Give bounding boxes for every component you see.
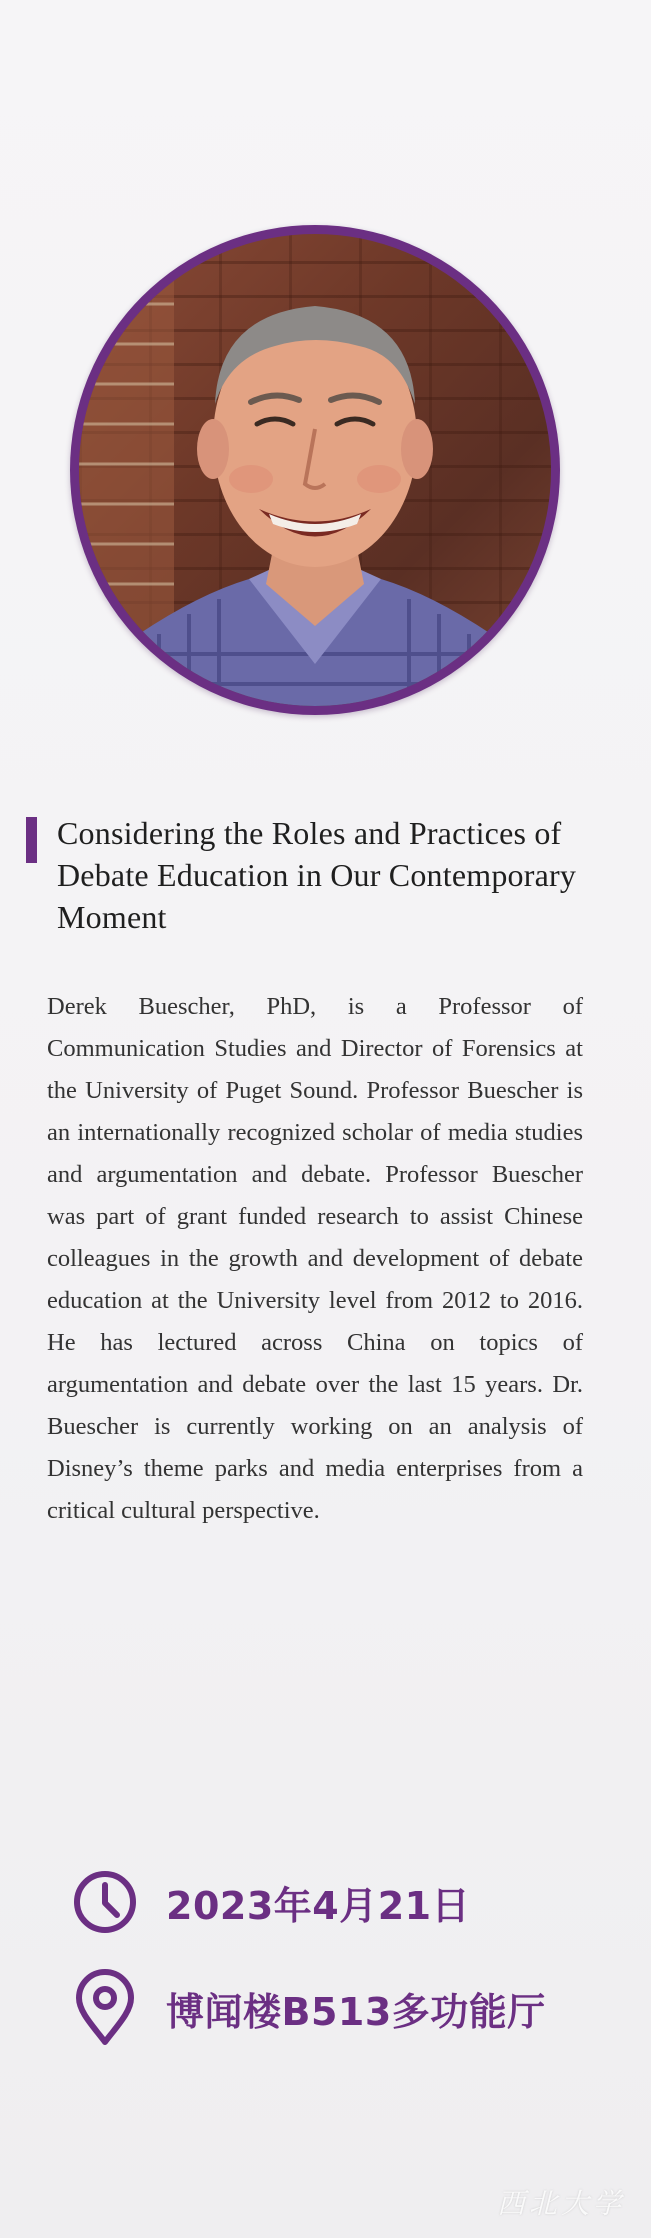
event-venue-row (70, 1968, 546, 2048)
talk-title: Considering the Roles and Practices of Debate Education in Our Contemporary Moment (57, 815, 577, 935)
event-venue: 博闻楼B513多功能厅 (166, 1989, 546, 2034)
speaker-portrait (79, 234, 551, 706)
clock-icon (70, 1862, 140, 1942)
speaker-photo-illustration (79, 234, 551, 706)
speaker-portrait-frame (70, 225, 560, 715)
title-accent-bar (26, 817, 37, 863)
speaker-bio: Derek Buescher, PhD, is a Professor of Communication Studies and Director of Forensics at the University of Puget Sound. Professor Buescher is an internationally recognized scholar of media studies and argumentation and debate. Professor Buescher was part of grant funded research to assist Chinese colleagues in the growth and development of debate education at the University level from 2012 to 2016. He has lectured across China on topics of argumentation and debate over the last 15 years. Dr. Buescher is currently working on an analysis of Disney’s theme parks and media enterprises from a critical cultural perspective. (47, 993, 583, 1524)
event-date: 2023年4月21日 (166, 1883, 471, 1928)
location-pin-icon (70, 1968, 140, 2048)
watermark-logo: 西北大学 (496, 2187, 625, 2220)
event-date-row (70, 1862, 470, 1942)
